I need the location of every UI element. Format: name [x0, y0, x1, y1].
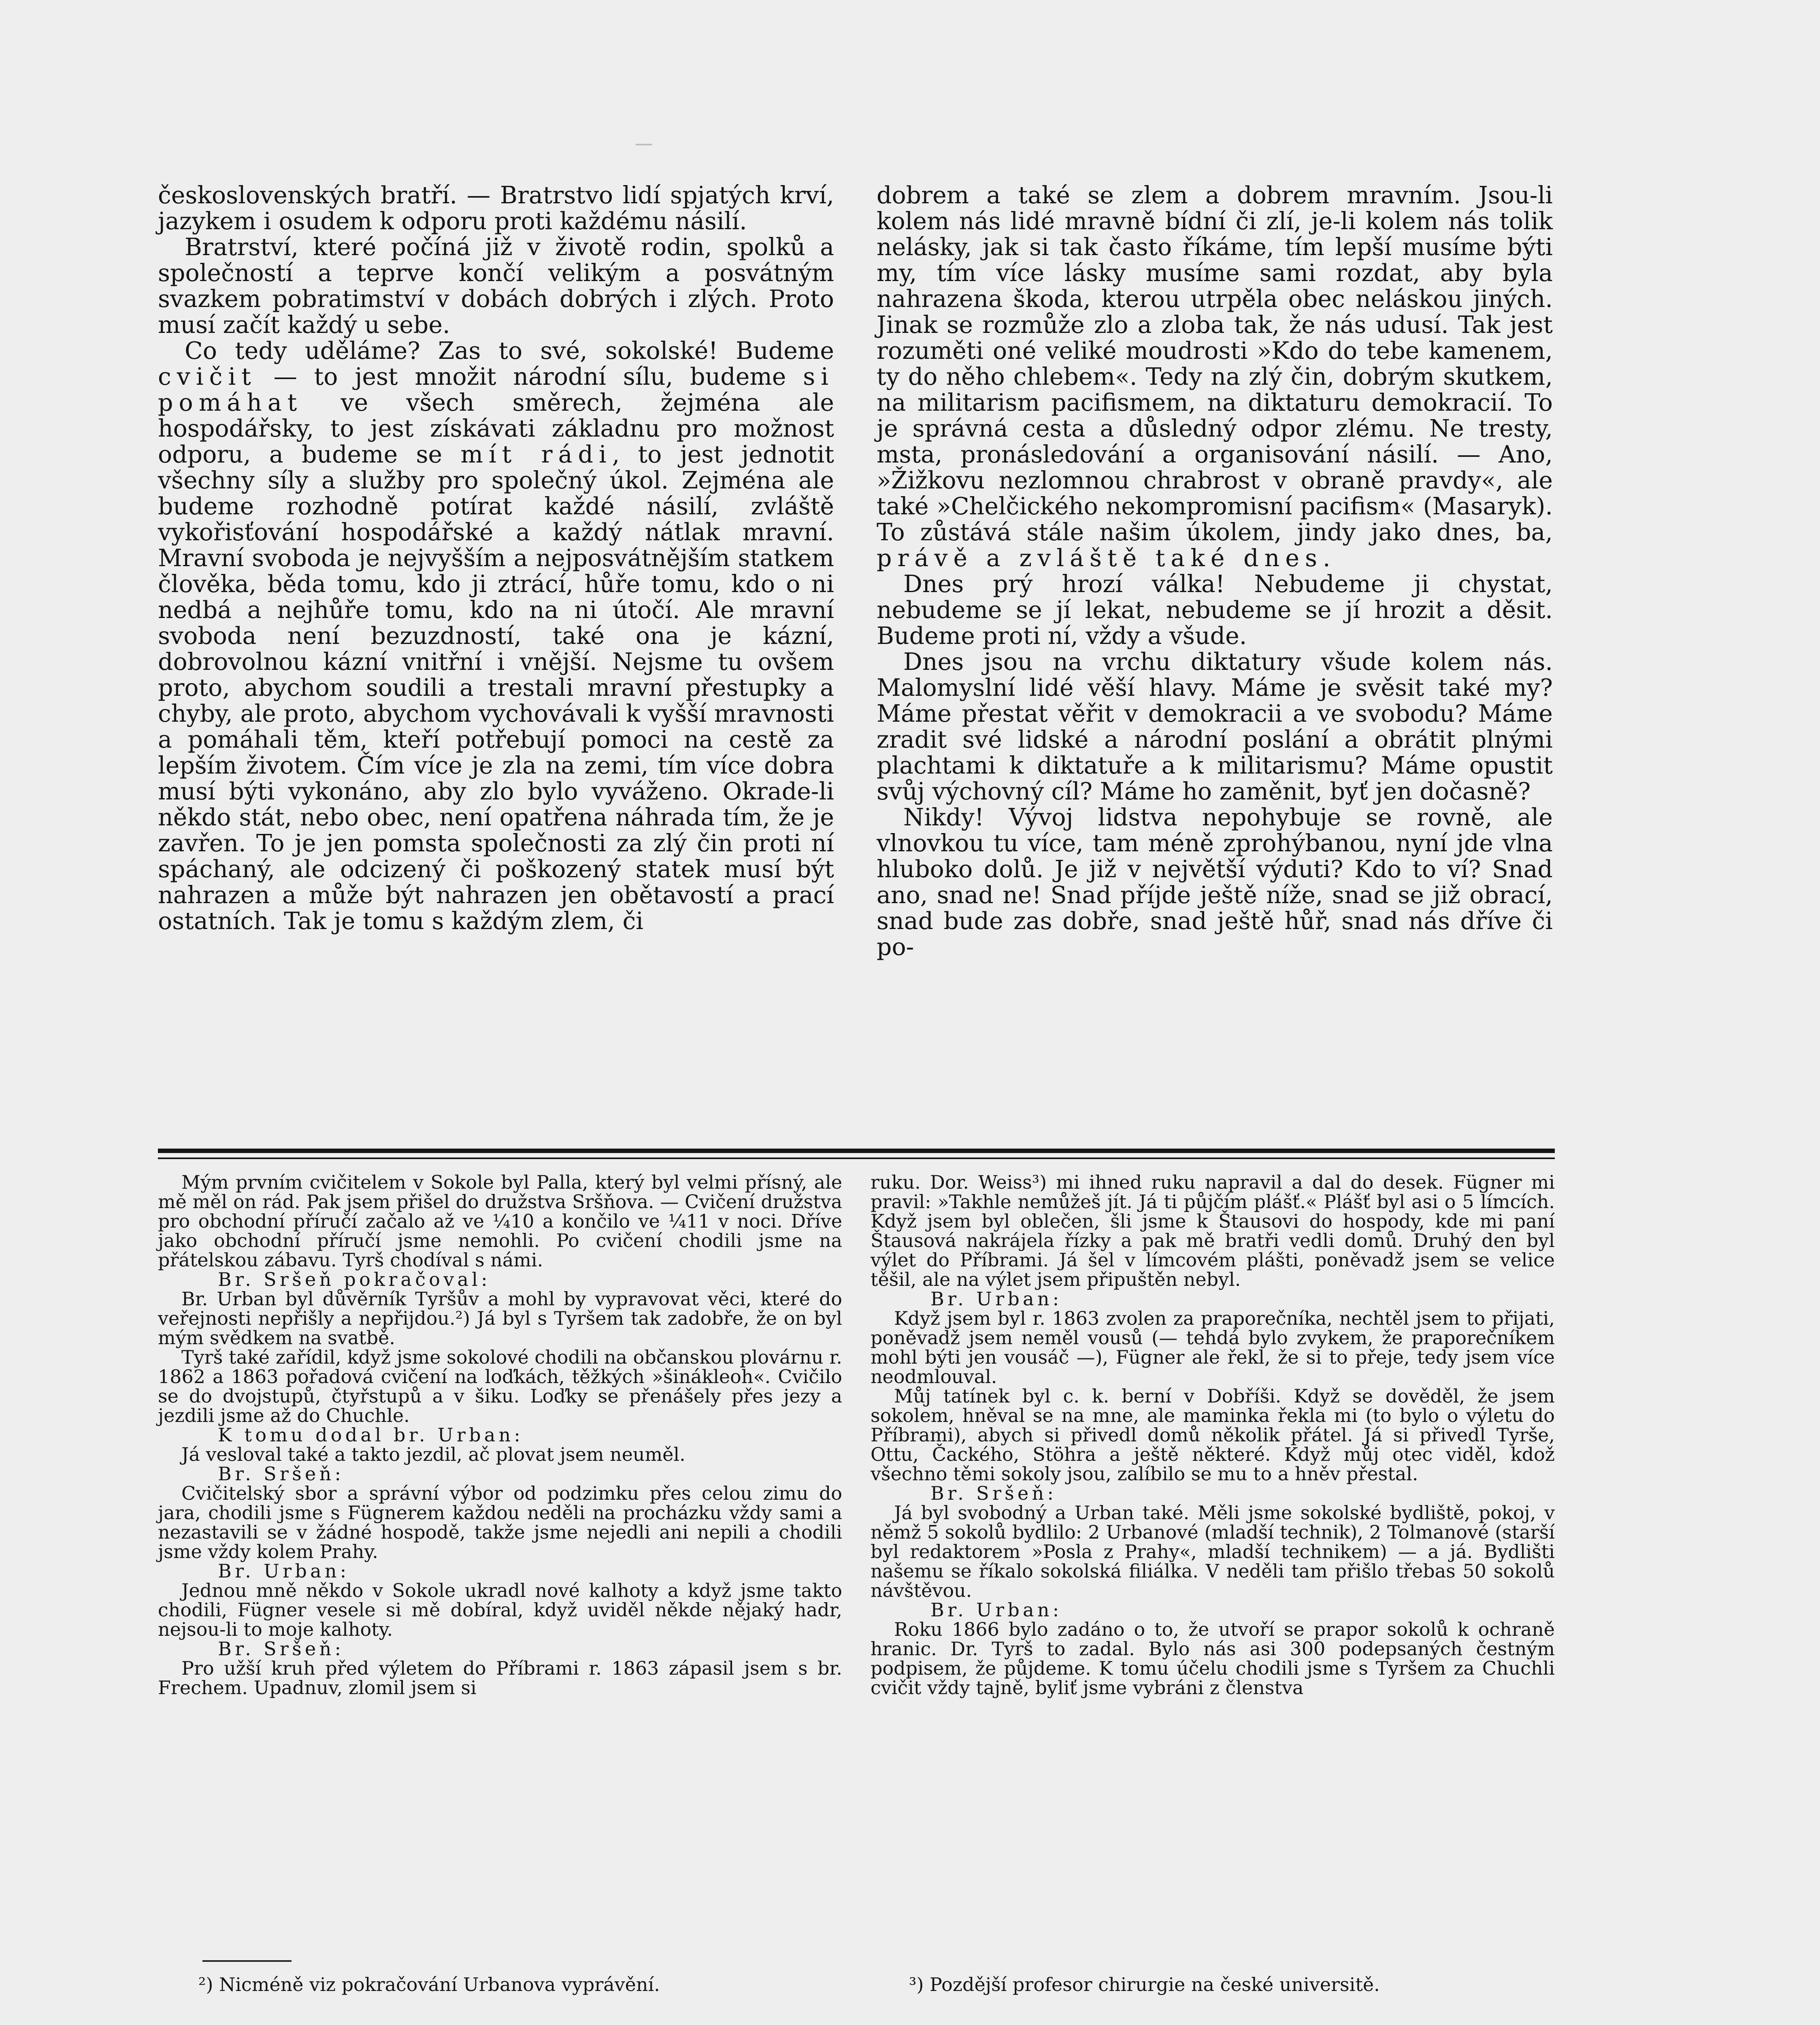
- paragraph: Dnes prý hrozí válka! Nebudeme ji chystat, nebudeme se jí lekat, nebudeme se jí hrozit a děsit. Budeme proti ní, vždy a všude.: [877, 570, 1553, 650]
- paragraph: Dnes jsou na vrchu diktatury všude kolem nás. Malomyslní lidé věší hlavy. Máme je svěsit také my? Máme přestat věřit v demokracii a ve svobodu? Máme zradit své lidské a národní poslání a obrátit plnými plachtami k diktatuře a k militarismu? Máme opustit svůj výchovný cíl? Máme ho zaměnit, byť jen dočasně?: [877, 648, 1553, 805]
- spaced-emphasis: si pomáhat: [158, 363, 834, 416]
- paragraph: Já byl svobodný a Urban také. Měli jsme sokolské bydliště, pokoj, v němž 5 sokolů bydlilo: 2 Urbanové (mladší technik), 2 Tolmanové (starší byl redaktorem »Posla z Prahy«, mladší technikem) — a já. Bydlišti našemu se říkalo sokolská filiálka. V neděli tam přišlo třebas 50 sokolů návštěvou.: [871, 1502, 1555, 1601]
- section-divider-thin: [158, 1157, 1555, 1159]
- footnote-rule: [202, 1960, 292, 1962]
- paragraph: Cvičitelský sbor a správní výbor od podzimku přes celou zimu do jara, chodili jsme s Fügnerem každou neděli na procházku vždy sami a nezastavili se v žádné hospodě, takže jsme nejedli ani nepili a chodili jsme vždy kolem Prahy.: [158, 1482, 842, 1562]
- speaker-label: Br. Urban:: [930, 1599, 1062, 1621]
- speaker-label: Br. Urban:: [218, 1560, 350, 1582]
- paragraph: Jednou mně někdo v Sokole ukradl nové kalhoty a když jsme takto chodili, Fügner vesele si mě dobíral, když uviděl někde nějaký hadr, nejsou-li to moje kalhoty.: [158, 1580, 842, 1640]
- paragraph: Já vesloval také a takto jezdil, ač plovat jsem neuměl.: [181, 1443, 685, 1465]
- footnote-left: ²) Nicméně viz pokračování Urbanova vyprávění.: [198, 1974, 660, 1995]
- speaker-label: Br. Urban:: [930, 1288, 1062, 1310]
- paragraph: ruku. Dor. Weiss³) mi ihned ruku napravil a dal do desek. Fügner mi pravil: »Takhle nemůžeš jít. Já ti půjčím plášť.« Plášť byl asi o 5 límcích. Když jsem byl oblečen, šli jsme k Štausovi do hospody, kde mi paní Štausová nakrájela řízky a pak mě bratři vedli domů. Druhý den byl výlet do Příbrami. Já šel v límcovém plášti, poněvadž jsem se velice těšil, ale na výlet jsem připuštěn nebyl.: [871, 1171, 1555, 1290]
- section-divider-thick: [158, 1149, 1555, 1153]
- scan-smudge: [636, 144, 652, 145]
- paragraph: dobrem a také se zlem a dobrem mravním. Jsou-li kolem nás lidé mravně bídní či zlí, je-li kolem nás tolik nelásky, jak si tak často říkáme, tím lepší musíme býti my, tím více lásky musíme sami rozdat, aby byla nahrazena škoda, kterou utrpěla obec neláskou jiných. Jinak se rozmůže zlo a zloba tak, že nás udusí. Tak jest rozuměti oné veliké moudrosti »Kdo do tebe kamenem, ty do něho chlebem«. Tedy na zlý čin, dobrým skutkem, na militarism pacifismem, na diktaturu demokracií. To je správná cesta a důsledný odpor zlému. Ne tresty, msta, pronásledování a organisování násilí. — Ano, »Žižkovu nezlomnou chrabrost v obraně pravdy«, ale také »Chelčického nekompromisní pacifism« (Masaryk). To zůstává stále našim úkolem, jindy jako dnes, ba, právě a zvláště také dnes.: [877, 181, 1553, 572]
- paragraph: Tyrš také zařídil, když jsme sokolové chodili na občanskou plovárnu r. 1862 a 1863 pořadová cvičení na loďkách, těžkých »šinákleoh«. Cvičilo se do dvojstupů, čtyřstupů a v šiku. Loďky se přenášely přes jezy a jezdili jsme až do Chuchle.: [158, 1346, 842, 1426]
- spaced-emphasis: mít rádi: [460, 441, 612, 468]
- paragraph: Mým prvním cvičitelem v Sokole byl Palla, který byl velmi přísný, ale mě měl on rád. Pak jsem přišel do družstva Sršňova. — Cvičení družstva pro obchodní příručí začalo až ve ¼10 a končilo ve ¼11 v noci. Dříve jako obchodní příručí jsme nemohli. Po cvičení chodili jsme na přátelskou zábavu. Tyrš chodíval s námi.: [158, 1171, 842, 1271]
- paragraph: Roku 1866 bylo zadáno o to, že utvoří se prapor sokolů k ochraně hranic. Dr. Tyrš to zadal. Bylo nás asi 300 podepsaných čestným podpisem, že půjdeme. K tomu účelu chodili jsme s Tyršem za Chuchli cvičit vždy tajně, byliť jsme vybráni z členstva: [871, 1618, 1555, 1699]
- paragraph: Br. Urban byl důvěrník Tyršův a mohl by vypravovat věci, které do veřejnosti nepřišly a nepřijdou.²) Já byl s Tyršem tak zadobře, že on byl mým svědkem na svatbě.: [158, 1288, 842, 1349]
- paragraph: Nikdy! Vývoj lidstva nepohybuje se rovně, ale vlnovkou tu více, tam méně zprohýbanou, nyní jde vlna hluboko dolů. Je již v největší výduti? Kdo to ví? Snad ano, snad ne! Snad příjde ještě níže, snad se již obrací, snad bude zas dobře, snad ještě hůř, snad nás dříve či po-: [877, 804, 1553, 961]
- speaker-label: K tomu dodal br. Urban:: [218, 1424, 524, 1446]
- speaker-label: Br. Sršeň:: [218, 1638, 345, 1660]
- footnote-right: ³) Pozdější profesor chirurgie na české universitě.: [909, 1974, 1380, 1995]
- main-text-right-column: [877, 182, 1553, 960]
- spaced-emphasis: právě a zvláště také dnes: [877, 544, 1323, 572]
- paragraph: československých bratří. — Bratrstvo lidí spjatých krví, jazykem i osudem k odporu proti každému násilí.: [158, 181, 834, 235]
- spaced-emphasis: cvičit: [158, 363, 257, 390]
- speaker-label: Br. Sršeň:: [930, 1482, 1057, 1504]
- memoir-right-column: [871, 1172, 1555, 1697]
- paragraph: Co tedy uděláme? Zas to své, sokolské! Budeme cvičit — to jest množit národní sílu, budeme si pomáhat ve všech směrech, žejména ale hospodářsky, to jest získávati základnu pro možnost odporu, a budeme se mít rádi, to jest jednotit všechny síly a služby pro společný úkol. Zejména ale budeme rozhodně potírat každé násilí, zvláště vykořisťování hospodářské a každý nátlak mravní. Mravní svoboda je nejvyšším a nejposvátnějším statkem člověka, běda tomu, kdo ji ztrácí, hůře tomu, kdo o ni nedbá a nejhůře tomu, kdo na ni útočí. Ale mravní svoboda není bezuzdností, také ona je kázní, dobrovolnou kázní vnitřní i vnější. Nejsme tu ovšem proto, abychom soudili a trestali mravní přestupky a chyby, ale proto, abychom vychovávali k vyšší mravnosti a pomáhali těm, kteří potřebují pomoci na cestě za lepším životem. Čím více je zla na zemi, tím více dobra musí býti vykonáno, aby zlo bylo vyváženo. Okrade-li někdo stát, nebo obec, není opatřena náhrada tím, že je zavřen. To je jen pomsta společnosti za zlý čin proti ní spáchaný, ale odcizený či poškozený statek musí být nahrazen a může být nahrazen jen obětavostí a prací ostatních. Tak je tomu s každým zlem, či: [158, 337, 834, 935]
- paragraph: Když jsem byl r. 1863 zvolen za praporečníka, nechtěl jsem to přijati, poněvadž jsem neměl vousů (— tehdá bylo zvykem, že praporečníkem mohl býti jen vousáč —), Fügner ale řekl, že si to přeje, tedy jsem více neodmlouval.: [871, 1307, 1555, 1388]
- memoir-left-column: [158, 1172, 842, 1697]
- main-text-left-column: [158, 182, 834, 934]
- paragraph: Bratrství, které počíná již v životě rodin, spolků a společností a teprve končí velikým a posvátným svazkem pobratimství v dobách dobrých i zlých. Proto musí začít každý u sebe.: [158, 233, 834, 339]
- speaker-label: Br. Sršeň pokračoval:: [218, 1268, 491, 1290]
- paragraph: Pro užší kruh před výletem do Příbrami r. 1863 zápasil jsem s br. Frechem. Upadnuv, zlomil jsem si: [158, 1657, 842, 1699]
- paragraph: Můj tatínek byl c. k. berní v Dobříši. Když se dověděl, že jsem sokolem, hněval se na mne, ale maminka řekla mi (to bylo o výletu do Příbrami), abych si přivedl domů několik přátel. Já si přivedl Tyrše, Ottu, Čackého, Stöhra a ještě některé. Když můj otec viděl, kdož všechno těmi sokoly jsou, zalíbilo se mu to a hněv přestal.: [871, 1385, 1555, 1485]
- speaker-label: Br. Sršeň:: [218, 1463, 345, 1485]
